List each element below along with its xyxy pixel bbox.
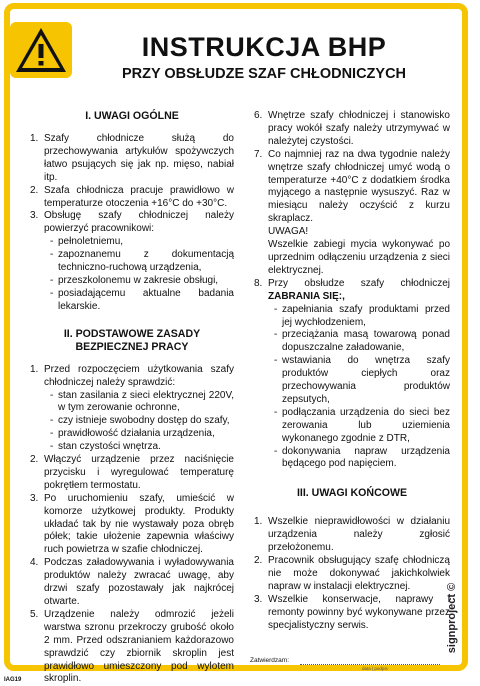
sub-item: - przeciążania masą towarową ponad dopuszczalne załadowanie, (274, 329, 450, 354)
section-heading: II. PODSTAWOWE ZASADY BEZPIECZNEJ PRACY (63, 327, 201, 353)
list-item: 1. Wszelkie nieprawidłowości w działaniu urządzenia należy zgłosić przełożonemu. (254, 516, 450, 554)
item-text: Przed rozpoczęciem użytkowania szafy chłodniczej należy sprawdzić: (44, 363, 234, 388)
brand-logo: signproject © (446, 582, 459, 654)
prohibited-label: ZABRANIA SIĘ:, (268, 290, 345, 302)
list-item (30, 185, 234, 211)
list-item (30, 210, 234, 313)
list-item: 8. Przy obsłudze szafy chłodniczej ZABRANIA SIĘ:, - zapełniania szafy produktami przed jej wychłodzeniem, - przeciążania masą towarową ponad dopuszczalne załadowanie, - wstawiania do wnętrza szafy produktów ciepłych oraz przechowywania produktów zepsutych, - podłączania urządzenia do sieci bez zerowania lub uziemienia wykonanego zgodnie z DTR, - dokonywania napraw urządzenia będącego pod napięciem. (254, 277, 450, 470)
list-item: 6. Wnętrze szafy chłodniczej i stanowisko pracy wokół szafy należy utrzymywać w należytej czystości. (254, 110, 450, 147)
list-item: 2. Pracownik obsługujący szafę chłodniczą nie może dokonywać jakichkolwiek napraw w instalacji elektrycznej. (254, 555, 450, 592)
sub-list (44, 236, 234, 313)
section-list (30, 363, 234, 685)
warning-label: UWAGA! (268, 226, 309, 238)
page-title: INSTRUKCJA BHP (141, 32, 387, 62)
list-item: 3. Po uruchomieniu szafy, umieścić w komorze użytkowej produkty. Produkty układać tak by nie wystawały poza obręb półek; takie ułożenie zapewnia właściwy ruch powietrza w szafie chłodniczej. (30, 492, 234, 556)
sub-item: - czy istnieje swobodny dostęp do szafy, (50, 415, 230, 427)
list-item: 7. Co najmniej raz na dwa tygodnie należy wnętrze szafy chłodniczej umyć wodą o temperaturze +40°C z dodatkiem środka myjącego a następnie wysuszyć. Raz w miesiącu należy oczyścić z kurzu skraplacz. UWAGA! Wszelkie zabiegi mycia wykonywać po uprzednim odłączeniu urządzenia z sieci elektrycznej. (254, 148, 450, 276)
section-heading: III. UWAGI KOŃCOWE (296, 487, 408, 500)
section-list (254, 110, 450, 471)
item-text: Szafa chłodnicza pracuje prawidłowo w temperaturze otoczenia +16°C do +30°C. (44, 184, 234, 209)
item-text: Szafy chłodnicze służą do przechowywania artykułów spożywczych łatwo psujących się jak np. mięso, nabiał itp. (44, 133, 234, 183)
list-item: 5. Urządzenie należy odmrozić jeżeli warstwa szronu przekroczy grubość około 2 mm. Przed odszranianiem każdorazowo sprawdzić czy zbiornik skroplin jest prawidłowo umieszczony pod wylotem skroplin. (30, 608, 234, 685)
item-text: Wszelkie nieprawidłowości w działaniu urządzenia należy zgłosić przełożonemu. (268, 516, 450, 554)
item-text: Wnętrze szafy chłodniczej i stanowisko pracy wokół szafy należy utrzymywać w należytej czystości. (268, 110, 450, 147)
item-text: Przy obsłudze szafy chłodniczej (268, 277, 450, 289)
item-text: Po uruchomieniu szafy, umieścić w komorze użytkowej produkty. Produkty układać tak by nie wystawały poza obręb półek; takie ułożenie zapewnia właściwy ruch powietrza w szafie chłodniczej. (44, 492, 234, 556)
sub-list (44, 390, 234, 455)
item-number: 3. (30, 210, 39, 222)
signature-line (300, 664, 440, 665)
list-item: 2. Włączyć urządzenie przez naciśnięcie przycisku i wyregulować temperaturę pokrętłem termostatu. (30, 454, 234, 491)
sub-item: - zapełniania szafy produktami przed jej wychłodzeniem, (274, 303, 450, 328)
item-text: Wszelkie konserwacje, naprawy i remonty powinny być wykonywane przez specjalistyczny serwis. (268, 593, 450, 631)
signature-caption: data | podpis (362, 666, 388, 671)
product-code: IAG19 (4, 677, 22, 683)
sub-item: - stan czystości wnętrza. (50, 441, 161, 453)
item-text: Co najmniej raz na dwa tygodnie należy wnętrze szafy chłodniczej umyć wodą o temperaturze +40°C z dodatkiem środka myjącego a następnie wysuszyć. Raz w miesiącu należy oczyścić z kurzu skraplacz. (268, 148, 450, 225)
list-item: 3. Wszelkie konserwacje, naprawy i remonty powinny być wykonywane przez specjalistyczny serwis. (254, 593, 450, 631)
page-subtitle: PRZY OBSŁUDZE SZAF CHŁODNICZYCH (121, 66, 407, 82)
sub-item: - pełnoletniemu, (50, 236, 124, 248)
item-text: Urządzenie należy odmrozić jeżeli warstwa szronu przekroczy grubość około 2 mm. Przed odszranianiem każdorazowo sprawdzić czy zbiornik skroplin jest prawidłowo umieszczony pod wylotem skroplin. (44, 608, 234, 685)
sub-list (268, 304, 450, 472)
item-text: Pracownik obsługujący szafę chłodniczą nie może dokonywać jakichkolwiek napraw w instalacji elektrycznej. (268, 555, 450, 592)
sub-item: - zapoznanemu z dokumentacją techniczno-ruchową urządzenia, (50, 249, 234, 274)
section-list (254, 516, 450, 632)
list-item: 4. Podczas załadowywania i wyładowywania produktów należy zwracać uwagę, aby drzwi szafy pozostawały jak najkrócej otwarte. (30, 557, 234, 607)
approval-label: Zatwierdzam: (250, 657, 290, 664)
section-heading: I. UWAGI OGÓLNE (85, 110, 179, 122)
item-number: 2. (30, 184, 39, 196)
item-text: Podczas załadowywania i wyładowywania produktów należy zwracać uwagę, aby drzwi szafy pozostawały jak najkrócej otwarte. (44, 557, 234, 607)
left-column (30, 110, 234, 685)
item-text: Włączyć urządzenie przez naciśnięcie przycisku i wyregulować temperaturę pokrętłem termostatu. (44, 454, 234, 491)
item-number: 1. (30, 133, 39, 144)
sub-item: - dokonywania napraw urządzenia będącego pod napięciem. (274, 445, 450, 470)
sub-item: - przeszkolonemu w zakresie obsługi, (50, 274, 219, 286)
item-text: Obsługę szafy chłodniczej należy powierzyć pracownikowi: (44, 210, 234, 235)
sub-item: - posiadającemu aktualne badania lekarskie. (50, 287, 234, 312)
sub-item: - prawidłowość działania urządzenia, (50, 428, 215, 440)
sub-item: - podłączania urządzenia do sieci bez zerowania lub uziemienia wykonanego zgodnie z DTR, (274, 406, 450, 444)
sub-item: - stan zasilania z sieci elektrycznej 220V, w tym zerowanie ochronne, (50, 389, 234, 414)
list-item: 1. Przed rozpoczęciem użytkowania szafy chłodniczej należy sprawdzić: - stan zasilania z sieci elektrycznej 220V, w tym zerowanie ochronne, - czy istnieje swobodny dostęp do szafy, - prawidłowość działania urządzenia, - stan czystości wnętrza. (30, 363, 234, 453)
list-item (30, 133, 234, 185)
item-text: Wszelkie zabiegi mycia wykonywać po uprzednim odłączeniu urządzenia z sieci elektrycznej. (268, 239, 450, 276)
right-column (254, 110, 450, 633)
sub-item: - wstawiania do wnętrza szafy produktów ciepłych oraz przechowywania produktów zepsutych, (274, 355, 450, 405)
warning-triangle-icon (10, 22, 72, 78)
section-list (30, 133, 234, 314)
